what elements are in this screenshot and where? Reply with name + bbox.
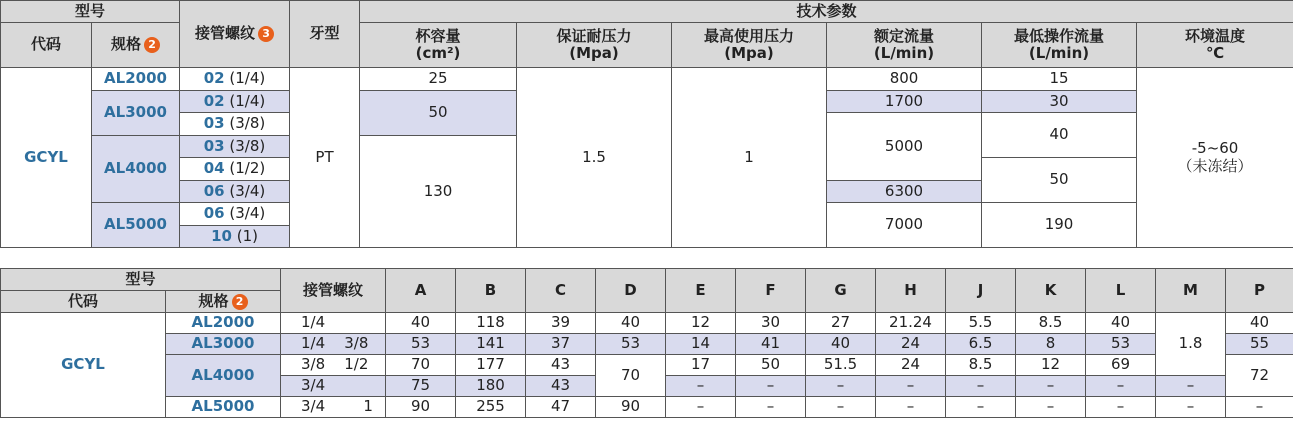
value-f: –: [736, 397, 806, 418]
note-badge-icon: 2: [144, 37, 160, 53]
thread-header: 接管螺纹: [281, 269, 386, 313]
note-badge-icon: 3: [258, 26, 274, 42]
thread-size: 1/2: [344, 355, 369, 374]
col-header-p: P: [1226, 269, 1293, 313]
col-header-e: E: [666, 269, 736, 313]
value-m: –: [1156, 397, 1226, 418]
value-c: 47: [526, 397, 596, 418]
value-d: 90: [596, 397, 666, 418]
spec-header: [92, 23, 180, 68]
maxp-header: [672, 23, 827, 68]
thread-cell: [180, 181, 290, 203]
thread-code: 04: [203, 159, 225, 178]
tooth-header: 牙型: [290, 1, 360, 68]
spec-cell: AL5000: [166, 397, 281, 418]
spec-header-label: 规格: [111, 35, 142, 54]
value-b: 177: [456, 355, 526, 376]
value-e: –: [666, 397, 736, 418]
flow-cell: 7000: [827, 203, 982, 248]
col-header-g: G: [806, 269, 876, 313]
value-k: –: [1016, 397, 1086, 418]
thread-header-label: 接管螺纹: [195, 24, 256, 43]
thread-cell: [281, 397, 386, 418]
temp-header: [1137, 23, 1293, 68]
col-header-m: M: [1156, 269, 1226, 313]
col-header-h: H: [876, 269, 946, 313]
thread-cell: [180, 68, 290, 91]
value-e: 17: [666, 355, 736, 376]
temp-header-unit: ℃: [1205, 44, 1225, 62]
value-h: –: [876, 376, 946, 397]
thread-code: 03: [203, 114, 225, 133]
minflow-cell: 50: [982, 158, 1137, 203]
thread-cell: [180, 158, 290, 181]
minflow-cell: 15: [982, 68, 1137, 91]
proof-cell: 1.5: [517, 68, 672, 248]
spec-cell: AL3000: [166, 334, 281, 355]
tooth-cell: PT: [290, 68, 360, 248]
value-b: 255: [456, 397, 526, 418]
value-c: 37: [526, 334, 596, 355]
thread-size: 3/4: [301, 397, 326, 416]
spec-cell: AL3000: [92, 91, 180, 136]
thread-size: (3/4): [229, 204, 266, 223]
flow-cell: 1700: [827, 91, 982, 113]
value-j: 5.5: [946, 313, 1016, 334]
value-h: 21.24: [876, 313, 946, 334]
thread-code: 03: [203, 136, 225, 155]
thread-cell: [180, 203, 290, 226]
col-header-c: C: [526, 269, 596, 313]
value-e: –: [666, 376, 736, 397]
value-m: –: [1156, 376, 1226, 397]
thread-size: (3/8): [229, 114, 266, 133]
value-f: 30: [736, 313, 806, 334]
maxp-header-unit: (Mpa): [724, 44, 774, 62]
minflow-cell: 30: [982, 91, 1137, 113]
thread-size: (1/2): [229, 159, 266, 178]
proof-header-unit: (Mpa): [569, 44, 619, 62]
value-h: 24: [876, 355, 946, 376]
value-j: –: [946, 376, 1016, 397]
thread-size: (3/4): [229, 181, 266, 200]
spec-cell: AL4000: [166, 355, 281, 397]
code-header: 代码: [1, 23, 92, 68]
col-header-k: K: [1016, 269, 1086, 313]
value-e: 14: [666, 334, 736, 355]
col-header-b: B: [456, 269, 526, 313]
code-cell: GCYL: [1, 313, 166, 418]
value-h: 24: [876, 334, 946, 355]
thread-size: 1/4: [301, 334, 326, 353]
thread-cell: [281, 313, 386, 334]
value-a: 53: [386, 334, 456, 355]
minflow-header: [982, 23, 1137, 68]
value-a: 90: [386, 397, 456, 418]
value-k: 12: [1016, 355, 1086, 376]
thread-cell: [180, 226, 290, 248]
value-p: 72: [1226, 355, 1293, 397]
thread-size: 1/4: [301, 313, 326, 332]
value-g: 51.5: [806, 355, 876, 376]
thread-cell: [180, 136, 290, 158]
value-l: –: [1086, 397, 1156, 418]
thread-size: 1: [363, 397, 373, 416]
value-l: 69: [1086, 355, 1156, 376]
value-b: 180: [456, 376, 526, 397]
thread-code: 10: [211, 226, 232, 245]
value-k: –: [1016, 376, 1086, 397]
thread-size: 3/4: [301, 376, 326, 395]
col-header-j: J: [946, 269, 1016, 313]
value-d: 70: [596, 355, 666, 397]
cup-cell: 130: [360, 136, 517, 248]
value-l: 40: [1086, 313, 1156, 334]
cup-cell: 25: [360, 68, 517, 91]
col-header-d: D: [596, 269, 666, 313]
cup-header-label: 杯容量: [415, 26, 461, 45]
flow-header-label: 额定流量: [874, 26, 935, 45]
col-header-l: L: [1086, 269, 1156, 313]
value-b: 118: [456, 313, 526, 334]
spec-cell: AL4000: [92, 136, 180, 203]
temp-value: -5~60: [1191, 139, 1239, 158]
value-c: 39: [526, 313, 596, 334]
thread-size: 3/8: [301, 355, 326, 374]
value-l: –: [1086, 376, 1156, 397]
flow-cell: 6300: [827, 181, 982, 203]
thread-cell: [281, 376, 386, 397]
value-d: 40: [596, 313, 666, 334]
value-p: 40: [1226, 313, 1293, 334]
thread-size: (3/8): [229, 136, 266, 155]
value-p: 55: [1226, 334, 1293, 355]
value-k: 8: [1016, 334, 1086, 355]
spec-cell: AL5000: [92, 203, 180, 248]
value-a: 75: [386, 376, 456, 397]
value-g: –: [806, 397, 876, 418]
value-d: 53: [596, 334, 666, 355]
flow-cell: 5000: [827, 113, 982, 181]
col-header-f: F: [736, 269, 806, 313]
minflow-cell: 40: [982, 113, 1137, 158]
value-g: 27: [806, 313, 876, 334]
thread-cell: [281, 355, 386, 376]
cup-cell: 50: [360, 91, 517, 136]
thread-size: 3/8: [344, 334, 369, 353]
thread-cell: [281, 334, 386, 355]
value-f: 50: [736, 355, 806, 376]
maxp-cell: 1: [672, 68, 827, 248]
value-e: 12: [666, 313, 736, 334]
value-c: 43: [526, 355, 596, 376]
flow-cell: 800: [827, 68, 982, 91]
thread-size: (1/4): [229, 69, 266, 88]
thread-cell: [180, 91, 290, 113]
cup-header: [360, 23, 517, 68]
value-f: –: [736, 376, 806, 397]
thread-code: 06: [203, 204, 225, 223]
value-j: 6.5: [946, 334, 1016, 355]
value-k: 8.5: [1016, 313, 1086, 334]
model-header: 型号: [1, 269, 281, 291]
proof-header: [517, 23, 672, 68]
spec-cell: AL2000: [166, 313, 281, 334]
flow-header: [827, 23, 982, 68]
value-b: 141: [456, 334, 526, 355]
thread-size: (1/4): [229, 91, 266, 110]
value-c: 43: [526, 376, 596, 397]
tech-params-header: 技术参数: [360, 1, 1293, 23]
note-badge-icon: 2: [232, 294, 248, 310]
value-a: 40: [386, 313, 456, 334]
thread-header: [180, 1, 290, 68]
model-header: 型号: [1, 1, 180, 23]
spec-header: [166, 291, 281, 313]
value-h: –: [876, 397, 946, 418]
minflow-header-label: 最低操作流量: [1014, 26, 1105, 45]
spec-cell: AL2000: [92, 68, 180, 91]
value-j: –: [946, 397, 1016, 418]
value-f: 41: [736, 334, 806, 355]
flow-header-unit: (L/min): [873, 44, 935, 62]
minflow-header-unit: (L/min): [1028, 44, 1090, 62]
temp-header-label: 环境温度: [1185, 26, 1246, 45]
value-a: 70: [386, 355, 456, 376]
value-g: –: [806, 376, 876, 397]
thread-code: 02: [203, 91, 225, 110]
value-m: 1.8: [1156, 313, 1226, 376]
maxp-header-label: 最高使用压力: [704, 26, 795, 45]
code-header: 代码: [1, 291, 166, 313]
value-g: 40: [806, 334, 876, 355]
dimension-table: [0, 268, 1293, 418]
value-j: 8.5: [946, 355, 1016, 376]
cup-header-unit: (cm²): [415, 44, 461, 62]
minflow-cell: 190: [982, 203, 1137, 248]
temp-note: （未冻结）: [1177, 156, 1253, 175]
value-p: –: [1226, 397, 1293, 418]
thread-size: (1): [236, 226, 258, 245]
thread-cell: [180, 113, 290, 136]
thread-code: 06: [203, 181, 225, 200]
thread-code: 02: [203, 69, 225, 88]
code-cell: GCYL: [1, 68, 92, 248]
spec-header-label: 规格: [198, 291, 229, 310]
col-header-a: A: [386, 269, 456, 313]
temp-cell: [1137, 68, 1293, 248]
value-l: 53: [1086, 334, 1156, 355]
proof-header-label: 保证耐压力: [556, 26, 632, 45]
